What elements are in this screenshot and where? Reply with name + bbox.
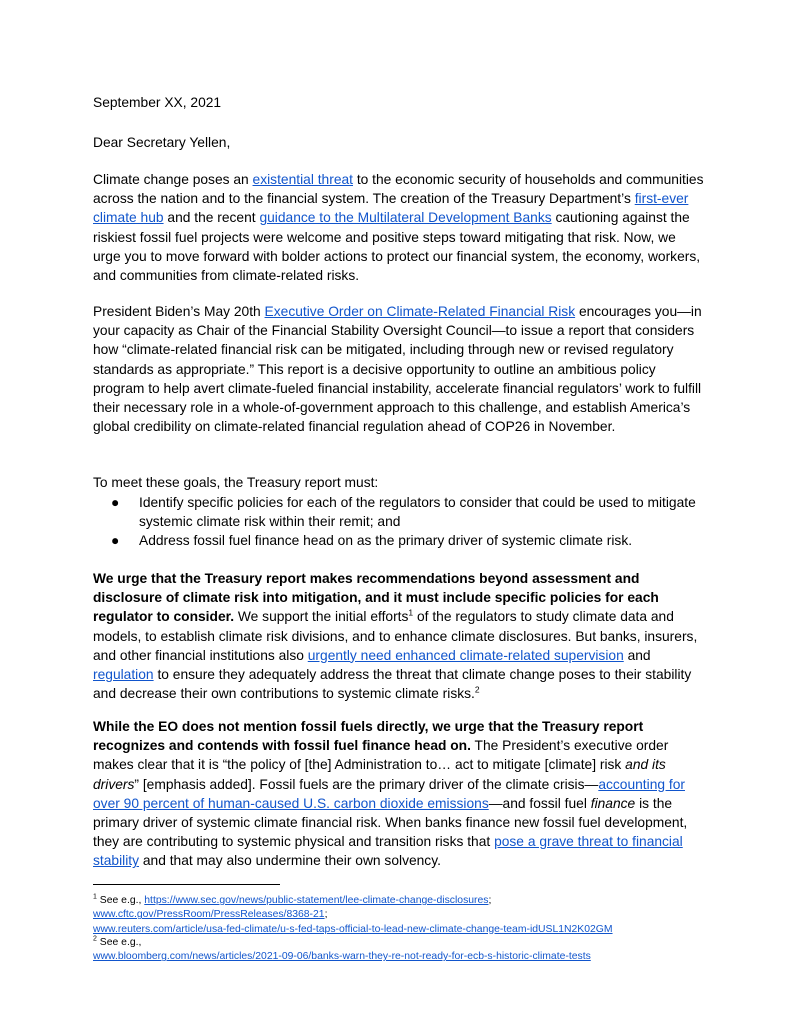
text-span: ;: [488, 895, 492, 906]
bold-statement: While the EO does not mention fossil fuels directly, we urge that the Treasury report recognizes and contends with fossil fuel finance head on.: [93, 719, 644, 754]
link-grave-threat[interactable]: pose a grave threat to financial stability: [93, 834, 683, 869]
text-span: ;: [324, 909, 328, 921]
text-span: ” [emphasis added]. Fossil fuels are the primary driver of the climate crisis—: [134, 776, 599, 792]
text-span: and the recent: [163, 210, 260, 226]
link-executive-order[interactable]: Executive Order on Climate-Related Financial Risk: [264, 304, 576, 319]
salutation: Dear Secretary Yellen,: [93, 135, 231, 150]
text-span: See e.g.,: [96, 937, 142, 948]
footnote-number: 1: [93, 893, 97, 901]
link-enhanced-supervision[interactable]: urgently need enhanced climate-related supervision: [307, 647, 624, 663]
text-span: encourages you—in your capacity as Chair of the Financial Stability Oversight Council—to issue a report that considers how “climate-related financial risk can be mitigated, including through new or revised regulatory standards as appropriate.” This report is a decisive opportunity to outline an ambitious policy program to help avert climate-fueled financial instability, accelerate financial regulators’ work to fulfill their necessary role in a whole-of-government approach to this challenge, and establish America’s global credibility on climate-related financial regulation ahead of COP26 in November.: [93, 304, 702, 435]
paragraph-intro: [93, 170, 705, 285]
italic-span: and its drivers: [93, 757, 666, 792]
text-span: cautioning against the riskiest fossil fuel projects were welcome and positive steps toward mitigating that risk. Now, we urge you to move forward with bolder actions to protect our financial system, the economy, workers, and communities from climate-related risks.: [93, 210, 701, 284]
link-regulation[interactable]: regulation: [93, 667, 154, 683]
link-existential-threat[interactable]: existential threat: [252, 172, 353, 187]
letter-date: September XX, 2021: [93, 95, 222, 110]
text-span: to ensure they adequately address the threat that climate change poses to their stability and decrease their own contributions to systemic climate risks.: [93, 667, 692, 702]
link-climate-hub[interactable]: first-ever climate hub: [93, 191, 689, 226]
paragraph-fossil-fuel: [93, 717, 705, 871]
text-span: and: [623, 647, 651, 663]
text-span: of the regulators to study climate data and models, to establish climate risk divisions, and to enhance climate disclosures. But banks, insurers, and other financial institutions also: [93, 609, 698, 663]
list-item-text: Identify specific policies for each of the regulators to consider that could be used to mitigate systemic climate risk within their remit; and: [139, 495, 696, 530]
list-item: [111, 531, 705, 550]
text-span: and that may also undermine their own solvency.: [139, 853, 441, 869]
footnote-link-bloomberg[interactable]: www.bloomberg.com/news/articles/2021-09-06/banks-warn-they-re-not-ready-for-ecb-s-historic-climate-tests: [93, 951, 591, 963]
text-span: President Biden’s May 20th: [93, 304, 265, 319]
footnote-1: [93, 894, 713, 937]
text-span: is the primary driver of systemic climate financial risk. When banks finance new fossil fuel development, they are contributing to systemic physical and transition risks that: [93, 795, 688, 850]
bullet-icon: ●: [111, 533, 120, 549]
footnote-link-sec[interactable]: https://www.sec.gov/news/public-statement/lee-climate-change-disclosures: [144, 895, 489, 906]
list-item: [111, 493, 705, 531]
goals-intro: To meet these goals, the Treasury report must:: [93, 475, 379, 490]
link-mdb-guidance[interactable]: guidance to the Multilateral Development Banks: [259, 210, 552, 226]
footnote-link-cftc[interactable]: www.cftc.gov/PressRoom/PressReleases/8368-21: [93, 909, 325, 921]
text-span: We support the initial efforts: [234, 609, 409, 625]
bullet-icon: ●: [111, 495, 120, 510]
goals-list: [111, 493, 705, 551]
italic-span: finance: [590, 795, 636, 811]
text-span: See e.g.,: [96, 895, 145, 906]
text-span: to the economic security of households and communities across the nation and to the financial system. The creation of the Treasury Department’s: [93, 172, 704, 207]
paragraph-executive-order: [93, 302, 705, 436]
paragraph-recommendations: [93, 569, 705, 703]
list-item-text: Address fossil fuel finance head on as the primary driver of systemic climate risk.: [139, 533, 633, 549]
text-span: The President’s executive order makes clear that it is “the policy of [the] Administration to… act to mitigate [climate] risk: [93, 738, 669, 773]
footnote-ref-1[interactable]: 1: [408, 607, 414, 618]
link-co2-emissions[interactable]: accounting for over 90 percent of human-caused U.S. carbon dioxide emissions: [93, 776, 685, 811]
footnote-link-reuters[interactable]: www.reuters.com/article/usa-fed-climate/u-s-fed-taps-official-to-lead-new-climate-change-team-idUSL1N2K02GM: [93, 923, 613, 935]
footnote-number: 2: [93, 935, 97, 943]
footnote-2: [93, 936, 713, 965]
footnote-divider: [93, 884, 280, 885]
text-span: Climate change poses an: [93, 172, 253, 187]
bold-statement: We urge that the Treasury report makes recommendations beyond assessment and disclosure of climate risk into mitigation, and it must include specific policies for each regulator to consider.: [93, 571, 659, 625]
text-span: —and fossil fuel: [488, 795, 591, 811]
footnote-ref-2[interactable]: 2: [474, 684, 480, 695]
